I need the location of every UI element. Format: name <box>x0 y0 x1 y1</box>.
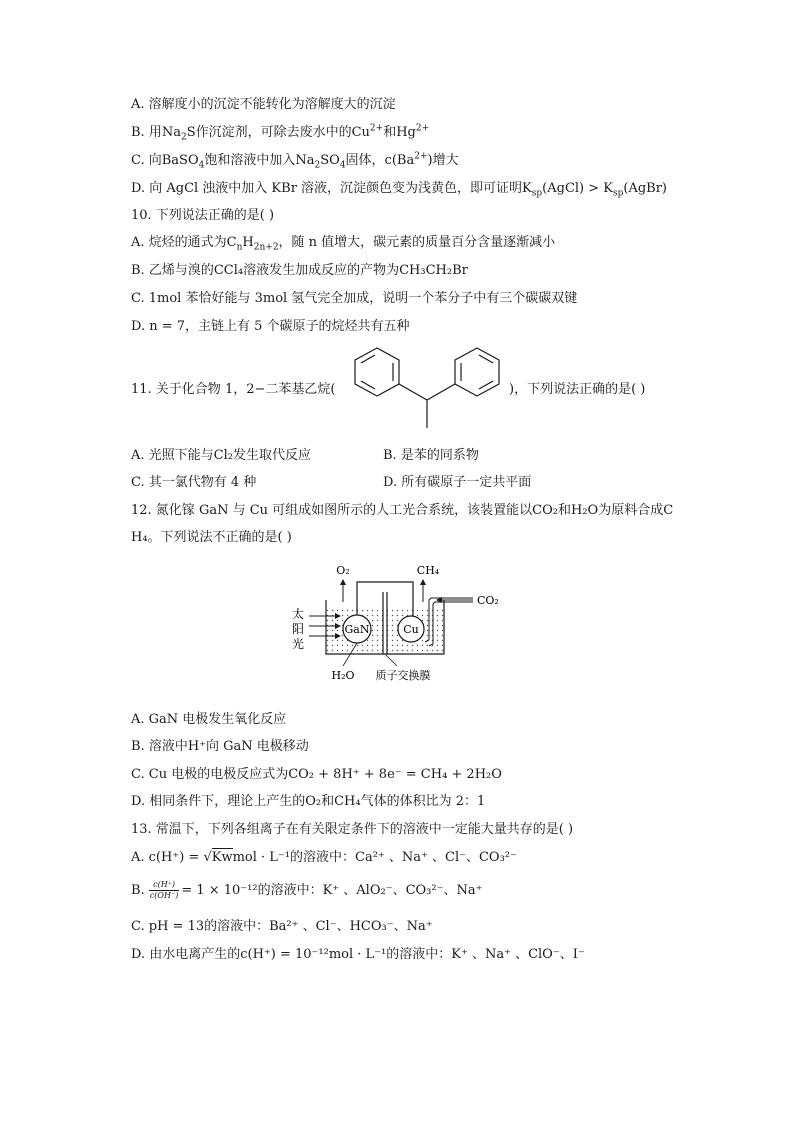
gan-label: GaN <box>344 623 370 636</box>
q11-option-b: B. 是苯的同系物 <box>383 448 479 463</box>
q11-option-a: A. 光照下能与Cl₂发生取代反应 <box>131 448 311 463</box>
cu-label: Cu <box>403 623 419 636</box>
diphenylethane-structure <box>347 342 517 434</box>
q12-option-a: A. GaN 电极发生氧化反应 <box>131 712 287 727</box>
q10-option-c: C. 1mol 苯恰好能与 3mol 氢气完全加成，说明一个苯分子中有三个碳碳双键 <box>131 291 578 306</box>
q9-option-a: A. 溶解度小的沉淀不能转化为溶解度大的沉淀 <box>131 97 396 112</box>
q13-option-b: B. $\frac{c(H^+)}{c(OH^-)}$ = 1 × 10⁻¹²的溶液中：K⁺ 、AlO₂⁻、CO₃²⁻、Na⁺ <box>131 880 483 900</box>
q11-stem-start: 11. 关于化合物 1，2−二苯基乙烷( <box>131 382 336 397</box>
q13-option-c: C. pH = 13的溶液中：Ba²⁺ 、Cl⁻、HCO₃⁻、Na⁺ <box>131 919 433 934</box>
sunlight-label-3: 光 <box>292 637 305 651</box>
o2-label: O₂ <box>336 564 350 577</box>
q9-option-c: C. 向BaSO$_4$饱和溶液中加入$Na_2SO_4$固体，$c(Ba^{2+})$增大 <box>131 151 459 171</box>
photosynthesis-cell-diagram <box>285 558 515 693</box>
q10-option-b: B. 乙烯与溴的CCl₄溶液发生加成反应的产物为CH₃CH₂Br <box>131 263 468 278</box>
q13-stem: 13. 常温下，下列各组离子在有关限定条件下的溶液中一定能大量共存的是( ) <box>131 822 574 837</box>
ion-ratio-fraction: $\frac{c(H^+)}{c(OH^-)}$ <box>149 880 179 900</box>
q11-option-c: C. 其一氯代物有 4 种 <box>131 475 257 490</box>
q13-option-a: A. c(H⁺) = √Kwmol · L⁻¹的溶液中：Ca²⁺ 、Na⁺ 、Cl⁻、CO₃²⁻ <box>131 850 517 865</box>
sunlight-label-2: 阳 <box>292 622 305 636</box>
q11-option-d: D. 所有碳原子一定共平面 <box>383 475 532 490</box>
q12-option-d: D. 相同条件下，理论上产生的O₂和CH₄气体的体积比为 2：1 <box>131 794 486 809</box>
q9-option-d: D. 向 AgCl 浊液中加入 KBr 溶液，沉淀颜色变为浅黄色，即可证明$K_{sp}(AgCl)$ > $K_{sp}(AgBr)$ <box>131 181 667 199</box>
q12-option-b: B. 溶液中H⁺向 GaN 电极移动 <box>131 739 309 754</box>
q10-option-a: A. 烷烃的通式为$C_nH_{2n+2}$，随 n 值增大，碳元素的质量百分含量逐渐减小 <box>131 235 556 253</box>
q13-option-d: D. 由水电离产生的c(H⁺) = 10⁻¹²mol · L⁻¹的溶液中：K⁺ 、Na⁺ 、ClO⁻、I⁻ <box>131 947 585 962</box>
q12-option-c: C. Cu 电极的电极反应式为CO₂ + 8H⁺ + 8e⁻ = CH₄ + 2H₂O <box>131 767 502 782</box>
co2-label: CO₂ <box>477 594 499 607</box>
q11-stem-end: )，下列说法正确的是( ) <box>509 382 646 397</box>
h2o-label: H₂O <box>331 669 355 682</box>
q10-stem: 10. 下列说法正确的是( ) <box>131 208 275 223</box>
q12-stem-line2: H₄。下列说法不正确的是( ) <box>131 530 292 545</box>
ch4-label: CH₄ <box>416 564 440 577</box>
q12-stem-line1: 12. 氮化镓 GaN 与 Cu 可组成如图所示的人工光合系统，该装置能以CO₂和H₂O为原料合成C <box>131 503 674 518</box>
membrane-label: 质子交换膜 <box>375 669 431 682</box>
sunlight-label-1: 太 <box>292 607 305 621</box>
q9-option-b: B. 用$Na_2S$作沉淀剂，可除去废水中的$Cu^{2+}$和$Hg^{2+}$ <box>131 123 430 143</box>
q10-option-d: D. n = 7，主链上有 5 个碳原子的烷烃共有五种 <box>131 319 410 334</box>
